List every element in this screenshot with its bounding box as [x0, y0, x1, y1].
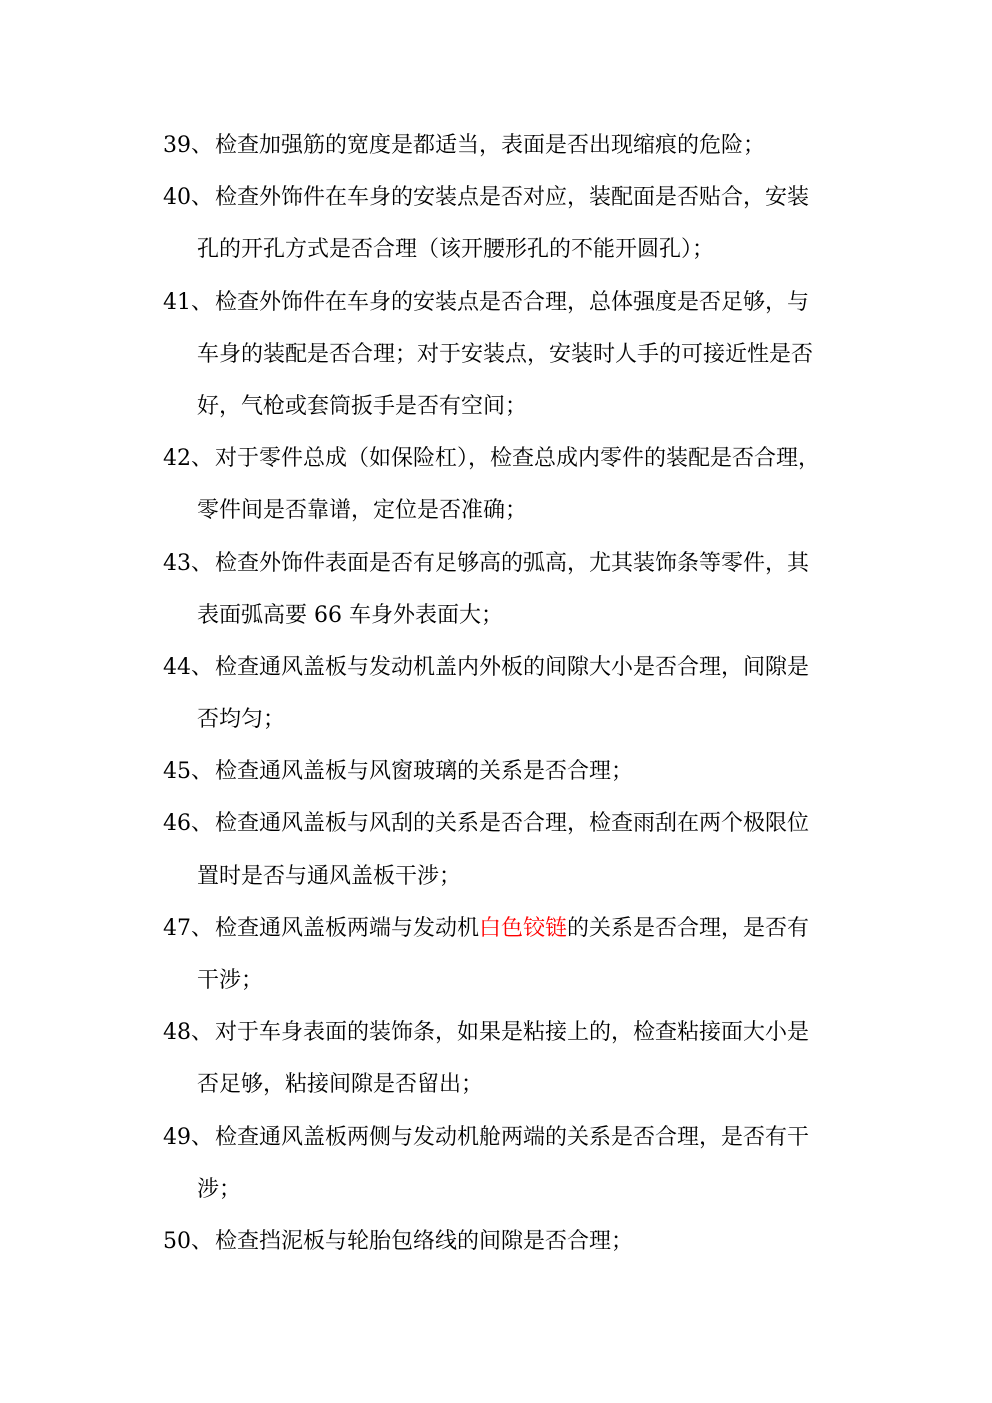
item-text: 检查通风盖板与风刮的关系是否合理，检查雨刮在两个极限位 — [215, 811, 810, 837]
item-number: 40、 — [163, 185, 213, 211]
item-text: 涉； — [197, 1176, 242, 1202]
item-number: 44、 — [163, 654, 213, 680]
item-text: 检查挡泥板与轮胎包络线的间隙是否合理； — [215, 1228, 634, 1254]
list-item — [163, 642, 863, 746]
item-line-continued — [163, 1059, 863, 1111]
item-text: 检查外饰件在车身的安装点是否合理，总体强度是否足够，与 — [215, 289, 810, 315]
item-line-continued — [163, 851, 863, 903]
item-line — [163, 1216, 863, 1268]
item-number: 43、 — [163, 550, 213, 576]
item-number: 46、 — [163, 811, 213, 837]
list-item — [163, 1007, 863, 1111]
item-line — [163, 172, 863, 224]
item-number: 48、 — [163, 1020, 213, 1046]
item-line — [163, 433, 863, 485]
item-number: 49、 — [163, 1124, 213, 1150]
item-text: 车身的装配是否合理；对于安装点，安装时人手的可接近性是否 — [197, 341, 814, 367]
item-number: 47、 — [163, 915, 213, 941]
item-line-continued — [163, 485, 863, 537]
item-text: 干涉； — [197, 968, 264, 993]
item-text: 否均匀； — [197, 707, 286, 733]
item-number: 42、 — [163, 446, 213, 472]
item-text: 表面弧高要 66 车身外表面大； — [197, 602, 503, 628]
list-item — [163, 903, 863, 1007]
item-line-continued — [163, 590, 863, 642]
item-text: 置时是否与通风盖板干涉； — [197, 863, 462, 889]
item-text: 对于车身表面的装饰条，如果是粘接上的，检查粘接面大小是 — [215, 1020, 810, 1046]
list-item — [163, 172, 863, 276]
item-text: 检查通风盖板两端与发动机 — [215, 915, 480, 941]
item-text: 好，气枪或套筒扳手是否有空间； — [197, 393, 528, 419]
item-text: 对于零件总成（如保险杠），检查总成内零件的装配是否合理， — [215, 446, 821, 472]
highlighted-text: 白色铰链 — [479, 915, 568, 941]
item-line-continued — [163, 224, 863, 276]
item-line — [163, 120, 863, 172]
item-text: 零件间是否靠谱，定位是否准确； — [197, 498, 528, 524]
list-item — [163, 433, 863, 537]
item-line — [163, 277, 863, 329]
list-item — [163, 798, 863, 902]
item-line-continued — [163, 694, 863, 746]
checklist — [163, 120, 863, 1268]
item-number: 45、 — [163, 759, 213, 785]
item-line — [163, 642, 863, 694]
item-line — [163, 903, 863, 955]
item-line-continued — [163, 1164, 863, 1216]
item-line — [163, 746, 863, 798]
item-line — [163, 1112, 863, 1164]
item-line-continued — [163, 381, 863, 433]
item-text: 孔的开孔方式是否合理（该开腰形孔的不能开圆孔）； — [197, 237, 715, 263]
item-text: 检查通风盖板两侧与发动机舱两端的关系是否合理，是否有干 — [215, 1124, 810, 1150]
item-line-continued — [163, 955, 863, 1007]
item-line-continued — [163, 329, 863, 381]
list-item — [163, 277, 863, 434]
item-line — [163, 1007, 863, 1059]
item-line — [163, 798, 863, 850]
item-text: 检查通风盖板与风窗玻璃的关系是否合理； — [215, 759, 634, 785]
item-line — [163, 538, 863, 590]
item-text: 的关系是否合理，是否有 — [567, 915, 810, 941]
item-text: 检查通风盖板与发动机盖内外板的间隙大小是否合理，间隙是 — [215, 654, 810, 680]
item-text: 检查外饰件在车身的安装点是否对应，装配面是否贴合，安装 — [215, 185, 810, 211]
item-number: 50、 — [163, 1228, 213, 1254]
list-item — [163, 1216, 863, 1268]
list-item — [163, 120, 863, 172]
list-item — [163, 746, 863, 798]
list-item — [163, 1112, 863, 1216]
list-item — [163, 538, 863, 642]
item-number: 41、 — [163, 289, 213, 315]
item-text: 检查加强筋的宽度是都适当，表面是否出现缩痕的危险； — [215, 133, 766, 158]
item-number: 39、 — [163, 133, 213, 158]
item-text: 否足够，粘接间隙是否留出； — [197, 1072, 484, 1098]
item-text: 检查外饰件表面是否有足够高的弧高，尤其装饰条等零件，其 — [215, 550, 810, 576]
